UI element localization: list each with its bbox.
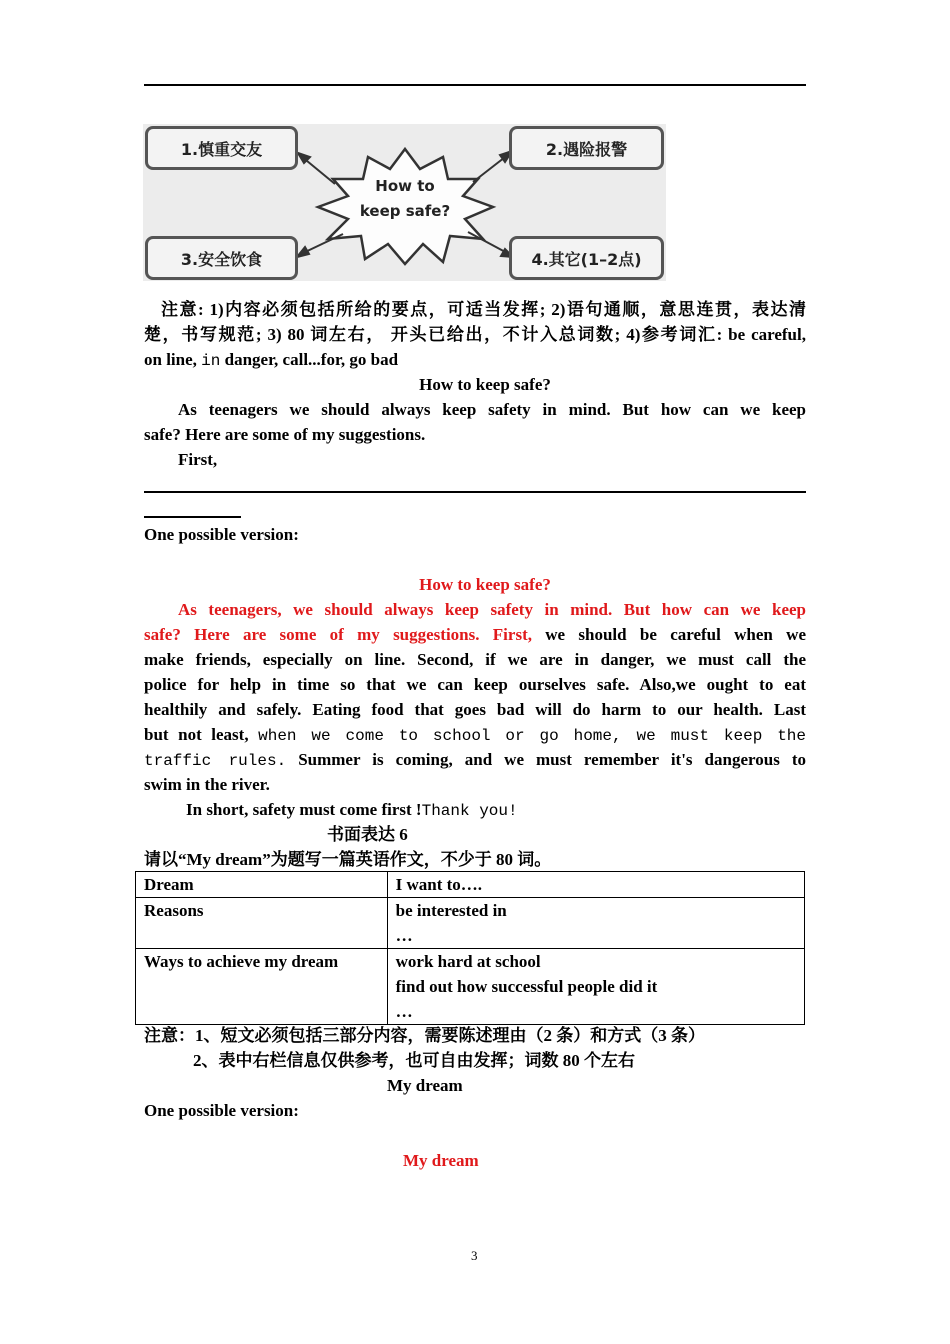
essay1-answer-title: How to keep safe?	[419, 575, 551, 594]
essay1-answer-line9b: Thank you!	[421, 802, 518, 820]
table-cell-ways-label: Ways to achieve my dream	[136, 949, 388, 1025]
burst-text-line1: How to	[375, 177, 435, 195]
notes1-line3	[144, 347, 398, 374]
notes1-line1: 注意: 1)内容必须包括所给的要点，可适当发挥; 2)语句通顺，意思连贯，表达清	[161, 300, 806, 319]
writing-line-2	[144, 516, 241, 518]
page-number: 3	[471, 1248, 478, 1263]
essay1-answer-line8: swim in the river.	[144, 775, 270, 794]
essay1-prompt-title: How to keep safe?	[419, 375, 551, 394]
table-cell-dream-value	[387, 872, 804, 898]
section6-heading: 书面表达 6	[327, 825, 408, 844]
table-row	[136, 872, 805, 898]
table-cell-reasons-label: Reasons	[136, 898, 388, 949]
notes1-line3-in: in	[201, 352, 221, 370]
essay1-answer-line1: As teenagers, we should always keep safety in mind. But how can we keep	[178, 600, 806, 619]
possible-version-label-1: One possible version:	[144, 525, 299, 544]
essay1-prompt-first: First,	[178, 450, 218, 469]
essay2-answer-title: My dream	[403, 1151, 479, 1170]
essay1-answer-line6	[144, 722, 806, 749]
keep-safe-diagram	[143, 124, 666, 281]
table-cell-line: …	[395, 1002, 413, 1021]
table-cell-ways-value	[387, 949, 804, 1025]
table-row	[136, 898, 805, 949]
essay1-answer-line2-black: we should be careful when we	[545, 625, 807, 644]
section6-prompt: 请以“My dream”为题写一篇英语作文，不少于 80 词。	[144, 850, 552, 869]
notes1-line2: 楚，书写规范; 3) 80 词左右， 开头已给出，不计入总词数; 4)参考词汇: be careful,	[144, 325, 806, 344]
essay1-answer-line3: make friends, especially on line. Second, if we are in danger, we must call the	[144, 650, 806, 669]
essay1-answer-line9	[186, 797, 518, 824]
essay1-answer-line7b: Summer is coming, and we must remember it's dangerous to	[298, 750, 806, 769]
top-rule	[144, 84, 806, 86]
table-cell-line: work hard at school	[395, 952, 541, 971]
table-row	[136, 949, 805, 1025]
essay1-answer-line2-red: safe? Here are some of my suggestions. First,	[144, 625, 532, 644]
essay1-answer-line7	[144, 747, 806, 774]
table-cell-line: find out how successful people did it	[395, 977, 658, 996]
dream-table	[135, 871, 805, 1025]
essay1-answer-line4: police for help in time so that we can keep ourselves safe. Also,we ought to eat	[144, 675, 806, 694]
essay2-title: My dream	[387, 1076, 463, 1095]
notes1-line3-part1: on line,	[144, 350, 197, 369]
table-cell-line: I want to….	[395, 875, 483, 894]
essay1-prompt-line1: As teenagers we should always keep safety in mind. But how can we keep	[178, 400, 806, 419]
essay1-answer-line5: healthily and safely. Eating food that goes bad will do harm to our health. Last	[144, 700, 806, 719]
notes2-line2: 2、表中右栏信息仅供参考，也可自由发挥；词数 80 个左右	[193, 1051, 635, 1070]
essay1-answer-line9a: In short, safety must come first !	[186, 800, 422, 819]
essay1-answer-line6b: when we come to school or go home, we must keep the	[258, 727, 807, 745]
diagram-box-3: 3.安全饮食	[145, 236, 298, 280]
essay1-answer-line2	[144, 622, 806, 647]
diagram-box-4: 4.其它(1–2点)	[509, 236, 664, 280]
essay1-answer-line7a: traffic rules.	[144, 752, 287, 770]
table-cell-dream-label: Dream	[136, 872, 388, 898]
diagram-box-2: 2.遇险报警	[509, 126, 664, 170]
notes1-line3-part3: danger, call...for, go bad	[224, 350, 399, 369]
table-cell-line: …	[395, 926, 413, 945]
burst-text-line2: keep safe?	[359, 202, 451, 220]
table-cell-line: be interested in	[395, 901, 507, 920]
possible-version-label-2: One possible version:	[144, 1101, 299, 1120]
essay1-answer-line6a: but not least,	[144, 725, 249, 744]
arrow-4	[468, 232, 509, 254]
diagram-box-1: 1.慎重交友	[145, 126, 298, 170]
essay1-prompt-line2: safe? Here are some of my suggestions.	[144, 425, 426, 444]
notes2-line1: 注意：1、短文必须包括三部分内容，需要陈述理由（2 条）和方式（3 条）	[144, 1026, 705, 1045]
writing-line-1	[144, 491, 806, 493]
table-cell-reasons-value	[387, 898, 804, 949]
